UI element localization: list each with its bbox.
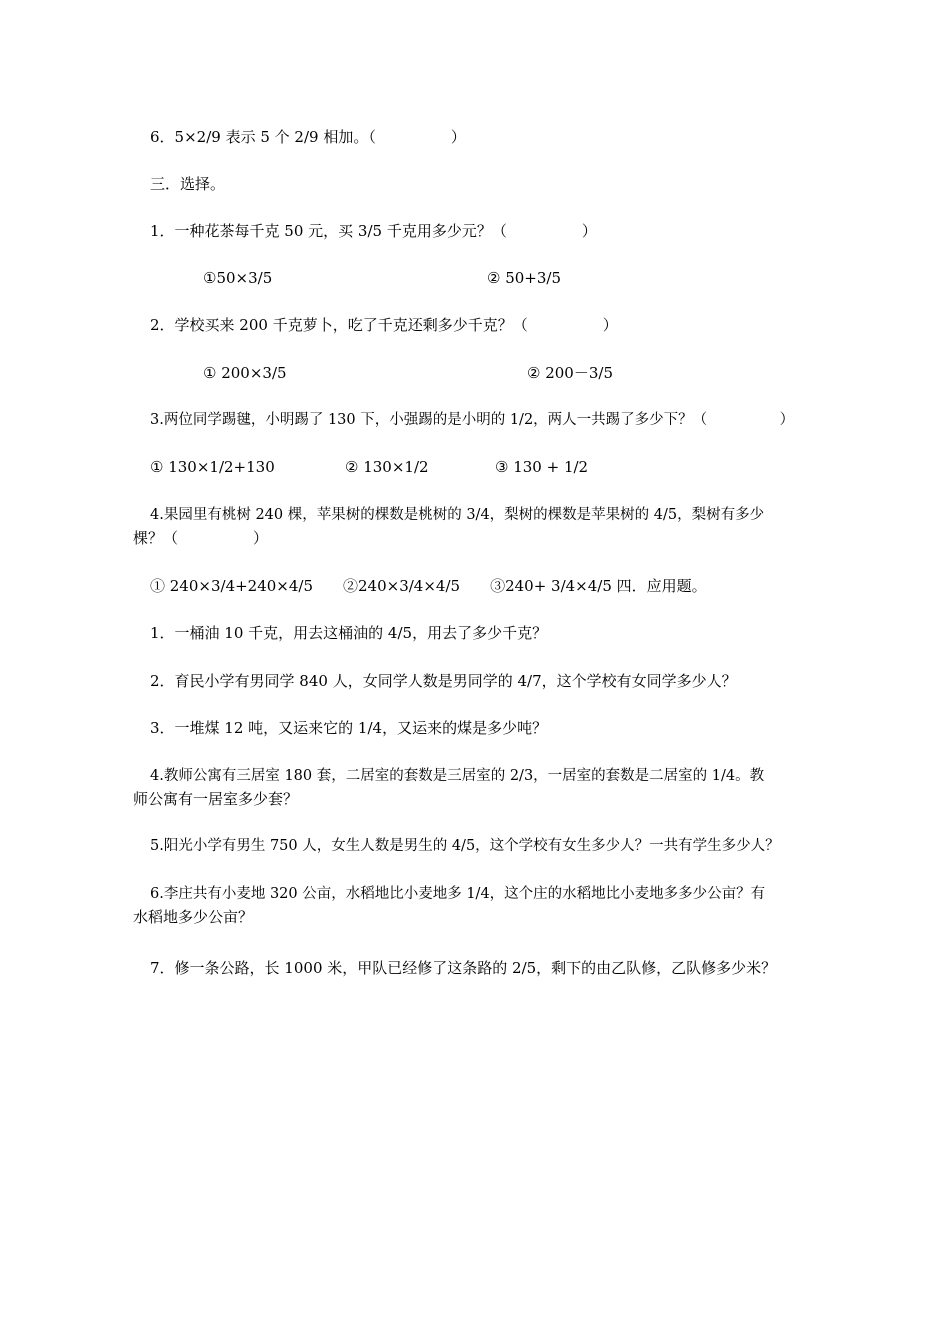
section-3-title: 三．选择。 — [150, 175, 226, 193]
applied-question-4-line-2: 师公寓有一居室多少套？ — [133, 790, 299, 808]
choice-1-option-2: ② 50+3/5 — [487, 269, 562, 287]
applied-question-6-line-1: 6.李庄共有小麦地 320 公亩，水稻地比小麦地多 1/4，这个庄的水稻地比小麦地多多少公亩？有 — [150, 886, 766, 902]
applied-question-6-line-2: 水稻地多少公亩？ — [133, 908, 254, 926]
applied-question-1: 1．一桶油 10 千克，用去这桶油的 4/5，用去了多少千克？ — [150, 624, 548, 642]
choice-question-3: 3.两位同学踢毽，小明踢了 130 下，小强踢的是小明的 1/2，两人一共踢了多少下？（ ） — [150, 412, 795, 428]
choice-question-4-line-1: 4.果园里有桃树 240 棵，苹果树的棵数是桃树的 3/4，梨树的棵数是苹果树的 4/5，梨树有多少 — [150, 507, 765, 523]
choice-3-option-3: ③ 130 + 1/2 — [495, 458, 589, 476]
choice-2-option-2: ② 200－3/5 — [527, 364, 613, 382]
applied-question-3: 3．一堆煤 12 吨，又运来它的 1/4，又运来的煤是多少吨？ — [150, 719, 548, 737]
choice-3-option-2: ② 130×1/2 — [345, 458, 429, 476]
choice-2-option-1: ① 200×3/5 — [203, 364, 287, 382]
choice-1-option-1: ①50×3/5 — [203, 269, 273, 287]
applied-question-4-line-1: 4.教师公寓有三居室 180 套，二居室的套数是三居室的 2/3，一居室的套数是二居室的 1/4。教 — [150, 768, 765, 784]
choice-question-1: 1．一种花茶每千克 50 元，买 3/5 千克用多少元？（ ） — [150, 222, 597, 240]
choice-3-option-1: ① 130×1/2+130 — [150, 458, 275, 476]
choice-4-options-and-section-4-title: ① 240×3/4+240×4/5 ②240×3/4×4/5 ③240+ 3/4×4/5 四．应用题。 — [150, 577, 707, 595]
judge-item-6: 6．5×2/9 表示 5 个 2/9 相加。（ ） — [150, 128, 466, 146]
applied-question-5: 5.阳光小学有男生 750 人，女生人数是男生的 4/5，这个学校有女生多少人？一共有学生多少人？ — [150, 838, 780, 854]
choice-question-4-line-2: 棵？（ ） — [133, 529, 269, 547]
choice-question-2: 2．学校买来 200 千克萝卜，吃了千克还剩多少千克？（ ） — [150, 316, 618, 334]
applied-question-2: 2．育民小学有男同学 840 人，女同学人数是男同学的 4/7，这个学校有女同学多少人？ — [150, 672, 737, 690]
applied-question-7: 7．修一条公路，长 1000 米，甲队已经修了这条路的 2/5，剩下的由乙队修，乙队修多少米？ — [150, 959, 777, 977]
